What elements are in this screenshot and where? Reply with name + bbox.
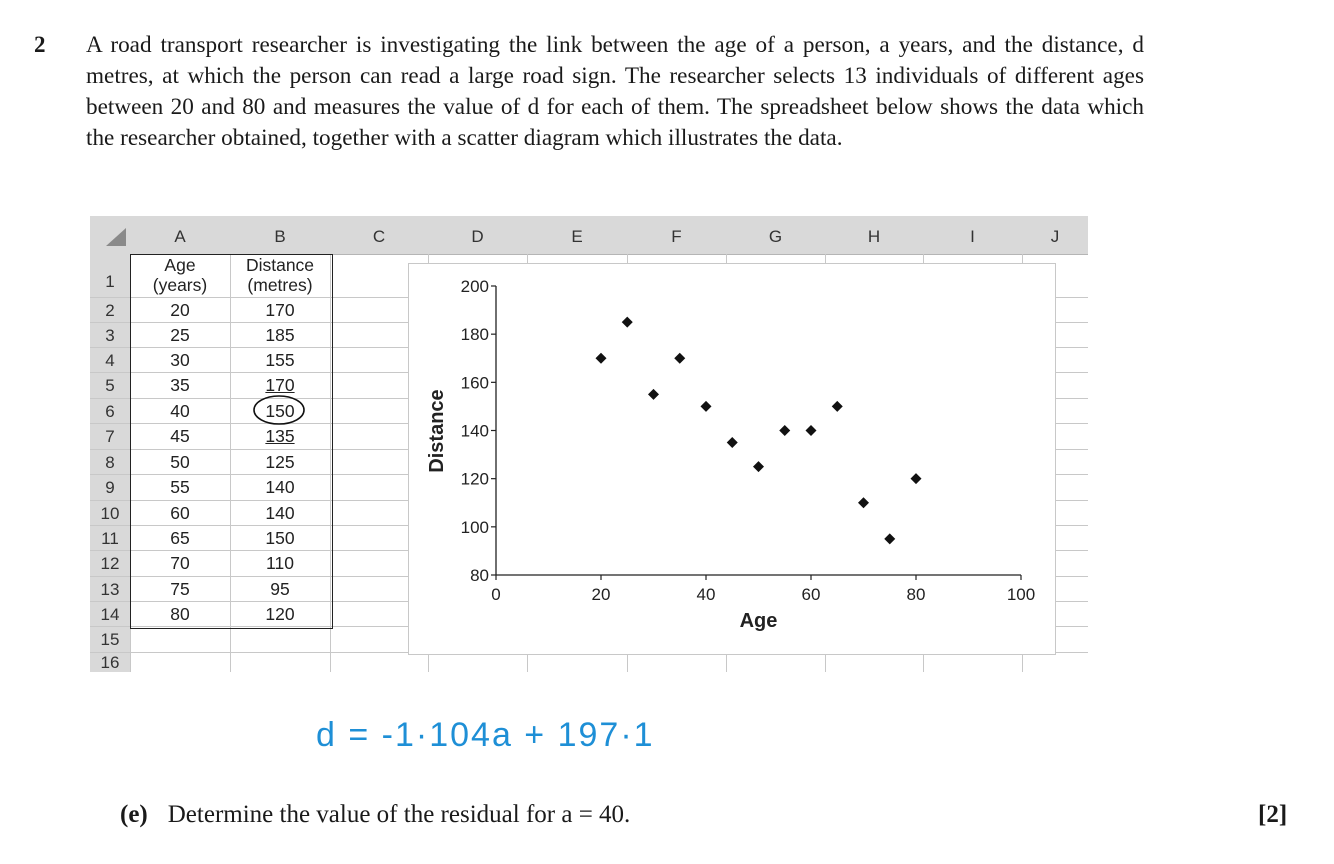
- cell-b1-line1[interactable]: Distance: [245, 255, 315, 275]
- row-header-16[interactable]: 16: [100, 653, 120, 672]
- data-point: [701, 401, 712, 412]
- y-tick-label: 120: [460, 469, 489, 489]
- cell-a1-line1[interactable]: Age: [164, 255, 196, 275]
- cell-age[interactable]: 55: [170, 477, 190, 497]
- y-tick-label: 200: [460, 277, 489, 296]
- cell-age[interactable]: 25: [170, 325, 190, 345]
- data-point: [648, 389, 659, 400]
- row-header-10[interactable]: 10: [100, 504, 120, 523]
- row-header-11[interactable]: 11: [101, 529, 119, 548]
- cell-age[interactable]: 45: [170, 426, 190, 446]
- row-header-13[interactable]: 13: [100, 580, 120, 599]
- x-tick-label: 20: [591, 585, 611, 604]
- x-axis-label: Age: [739, 610, 778, 632]
- column-header-a[interactable]: A: [174, 227, 186, 246]
- part-e-label: (e): [120, 801, 148, 828]
- scatter-chart: [408, 263, 1056, 655]
- cell-distance[interactable]: 150: [230, 398, 330, 423]
- column-header-c[interactable]: C: [372, 227, 386, 246]
- x-tick-label: 40: [696, 585, 716, 604]
- cell-age[interactable]: 70: [170, 553, 190, 573]
- row-header-4[interactable]: 4: [105, 351, 115, 370]
- cell-age[interactable]: 60: [170, 503, 190, 523]
- handwritten-equation-text: d = -1·104a + 197·1: [316, 716, 655, 754]
- x-tick-label: 80: [906, 585, 926, 604]
- cell-distance[interactable]: 185: [265, 325, 295, 345]
- cell-age[interactable]: 75: [170, 579, 190, 599]
- data-point: [884, 533, 895, 544]
- column-header-j[interactable]: J: [1050, 227, 1060, 246]
- data-point: [596, 353, 607, 364]
- data-point: [753, 461, 764, 472]
- data-point: [858, 497, 869, 508]
- handwritten-equation: [316, 708, 696, 765]
- question-stem: [86, 30, 1144, 154]
- cell-age[interactable]: 65: [170, 528, 190, 548]
- column-header-bar: [90, 216, 1088, 255]
- x-tick-label: 60: [801, 585, 821, 604]
- cell-distance[interactable]: 120: [265, 604, 295, 624]
- cell-distance[interactable]: 95: [270, 579, 290, 599]
- data-table-border: [130, 254, 333, 629]
- x-tick-label: 0: [491, 585, 501, 604]
- cell-distance[interactable]: 150: [265, 528, 295, 548]
- data-point: [806, 425, 817, 436]
- data-point: [622, 317, 633, 328]
- column-header-i[interactable]: I: [970, 227, 975, 246]
- y-tick-label: 180: [460, 325, 489, 345]
- part-e: [120, 801, 630, 829]
- data-point: [832, 401, 843, 412]
- cell-age[interactable]: 50: [170, 452, 190, 472]
- row-header-6[interactable]: 6: [105, 402, 115, 421]
- scatter-chart-svg: [409, 264, 1055, 654]
- question-number: 2: [34, 32, 46, 57]
- row-header-12[interactable]: 12: [100, 554, 120, 573]
- column-header-g[interactable]: G: [768, 227, 783, 246]
- cell-age[interactable]: 40: [170, 401, 190, 421]
- data-point: [911, 473, 922, 484]
- data-point: [674, 353, 685, 364]
- row-header-8[interactable]: 8: [105, 453, 115, 472]
- cell-distance[interactable]: 135: [265, 426, 295, 446]
- column-header-e[interactable]: E: [571, 227, 583, 246]
- column-header-b[interactable]: B: [274, 227, 286, 246]
- cell-a1-line2[interactable]: (years): [152, 275, 208, 295]
- row-header-2[interactable]: 2: [105, 301, 115, 320]
- row-header-bar: [90, 254, 130, 672]
- cell-distance[interactable]: 110: [266, 553, 294, 573]
- row-header-7[interactable]: 7: [105, 427, 115, 446]
- y-tick-label: 160: [460, 373, 489, 393]
- cell-distance[interactable]: 125: [265, 452, 295, 472]
- data-point: [779, 425, 790, 436]
- question-stem-text: A road transport researcher is investigating the link between the age of a person, a years, and the distance, d metres, at which the person can read a large road sign. The researcher selects 13 individuals of different ages between 20 and 80 and measures the value of d for each of them. The spreadsheet below shows the data which the researcher obtained, together with a scatter diagram which illustrates the data.: [86, 32, 1144, 151]
- row-header-9[interactable]: 9: [105, 478, 115, 497]
- cell-age[interactable]: 80: [170, 604, 190, 624]
- data-point: [727, 437, 738, 448]
- column-header-f[interactable]: F: [671, 227, 682, 246]
- y-tick-label: 80: [470, 566, 489, 585]
- row-header-3[interactable]: 3: [105, 326, 115, 345]
- cell-distance[interactable]: 140: [265, 503, 295, 523]
- corner-triangle-icon: [90, 216, 130, 254]
- cell-distance[interactable]: 170: [265, 300, 295, 320]
- row-header-15[interactable]: 15: [100, 630, 120, 649]
- x-tick-label: 100: [1006, 585, 1036, 604]
- row-header-1[interactable]: 1: [105, 272, 115, 291]
- cell-distance[interactable]: 140: [265, 477, 295, 497]
- column-header-h[interactable]: H: [867, 227, 881, 246]
- column-header-d[interactable]: D: [471, 227, 484, 246]
- cell-age[interactable]: 20: [170, 300, 190, 320]
- row-header-5[interactable]: 5: [105, 376, 115, 395]
- cell-b1-line2[interactable]: (metres): [247, 275, 313, 295]
- handwritten-equation-drawing: [316, 708, 696, 760]
- cell-distance[interactable]: 155: [265, 350, 295, 370]
- row-header-14[interactable]: 14: [100, 605, 120, 624]
- cell-age[interactable]: 30: [170, 350, 190, 370]
- part-e-marks: [2]: [1258, 801, 1288, 828]
- part-e-text: Determine the value of the residual for a = 40.: [167, 801, 631, 828]
- cell-age[interactable]: 35: [170, 375, 190, 395]
- cell-distance[interactable]: 170: [265, 375, 295, 395]
- select-all-corner[interactable]: [90, 216, 130, 254]
- y-axis-label: Distance: [426, 389, 448, 473]
- y-tick-label: 100: [460, 517, 489, 537]
- y-tick-label: 140: [460, 421, 489, 441]
